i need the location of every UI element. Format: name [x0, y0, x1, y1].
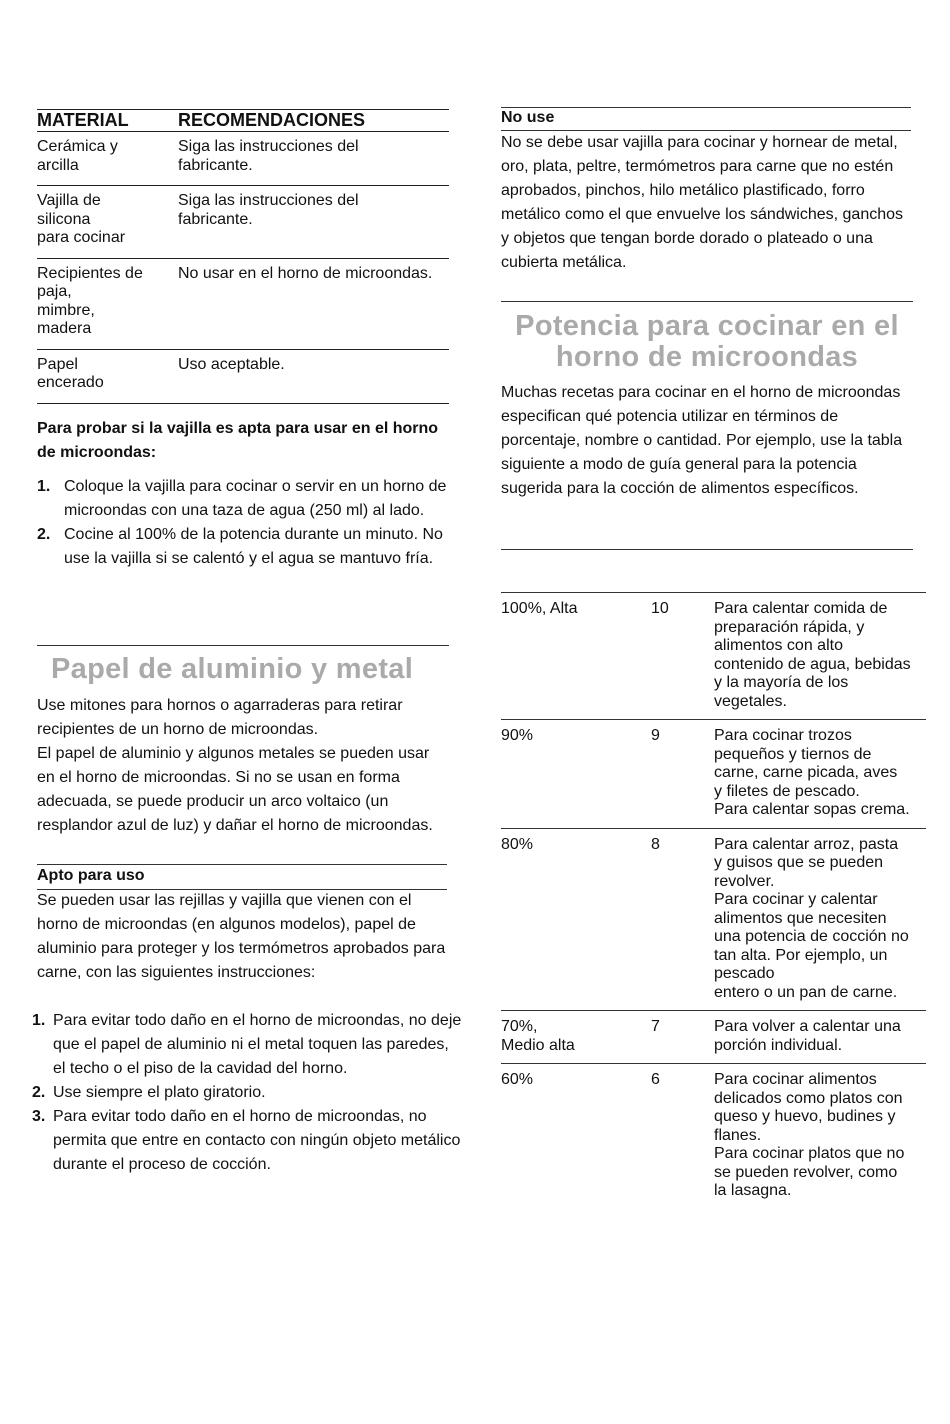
ok-text: Se pueden usar las rejillas y vajilla que vienen con el horno de microondas (en algunos modelos), papel de aluminio para proteger y los termómetros aprobados para carne, con las siguientes instrucciones: — [37, 892, 446, 981]
list-item — [32, 1105, 464, 1177]
power-use: Para cocinar alimentos delicados como platos con queso y huevo, budines y flanes. Para cocinar platos que no se pueden revolver, como la lasagna. — [714, 1071, 905, 1199]
power-percent: 60% — [501, 1071, 534, 1088]
step-text: Cocine al 100% de la potencia durante un minuto. No use la vajilla si se calentó y el agua se mantuvo fría. — [64, 526, 443, 567]
step-text: Para evitar todo daño en el horno de microondas, no permita que entre en contacto con ningún objeto metálico durante el proceso de cocción. — [53, 1108, 461, 1173]
ok-steps — [32, 1009, 464, 1177]
foil-section-title: Papel de aluminio y metal — [51, 653, 414, 685]
table-row — [501, 828, 926, 1011]
list-item — [32, 1009, 464, 1081]
power-percent: 80% — [501, 835, 534, 853]
table-row — [501, 720, 926, 829]
step-number: 1. — [32, 1012, 46, 1029]
power-percent: 70%, Medio alta — [501, 1018, 575, 1054]
power-section-title: Potencia para cocinar en el horno de microondas — [515, 310, 899, 373]
table-row — [37, 186, 449, 259]
table-row — [37, 349, 449, 403]
table-row — [37, 258, 449, 349]
test-steps — [37, 475, 449, 571]
step-text: Para evitar todo daño en el horno de microondas, no deje que el papel de aluminio ni el metal toquen las paredes, el techo o el piso de la cavidad del horno. — [53, 1012, 462, 1077]
section-divider — [37, 645, 449, 646]
power-level: 10 — [651, 600, 669, 617]
material-table — [37, 109, 449, 404]
table-row — [501, 1064, 926, 1209]
power-percent: 100%, Alta — [501, 600, 578, 617]
recommendation-cell: Siga las instrucciones del fabricante. — [178, 132, 449, 186]
recommendation-cell: Siga las instrucciones del fabricante. — [178, 186, 449, 259]
power-level: 7 — [651, 1018, 660, 1035]
power-level: 6 — [651, 1071, 660, 1088]
material-cell: Papel encerado — [37, 349, 178, 403]
step-number: 3. — [32, 1108, 46, 1125]
material-cell: Recipientes de paja, mimbre, madera — [37, 258, 178, 349]
power-table — [501, 592, 926, 1209]
table-row — [501, 593, 926, 720]
power-use: Para cocinar trozos pequeños y tiernos de carne, carne picada, aves y filetes de pescado. Para calentar sopas crema. — [714, 727, 910, 818]
power-use: Para volver a calentar una porción individual. — [714, 1018, 901, 1054]
no-use-text: No se debe usar vajilla para cocinar y hornear de metal, oro, plata, peltre, termómetros para carne que no estén aprobados, pinchos, hilo metálico plastificado, forro metálico como el que envuelve los sándwiches, ganchos y objetos que tengan borde dorado o plateado o una cubierta metálica. — [501, 134, 904, 271]
material-table-header — [37, 110, 449, 132]
step-number: 2. — [37, 526, 51, 543]
material-cell: Vajilla de silicona para cocinar — [37, 186, 178, 259]
power-percent: 90% — [501, 727, 534, 744]
step-number: 2. — [32, 1084, 46, 1101]
list-item — [32, 1081, 464, 1105]
recommendation-cell: No usar en el horno de microondas. — [178, 258, 449, 349]
list-item — [37, 523, 449, 571]
power-intro: Muchas recetas para cocinar en el horno de microondas especifican qué potencia utilizar en términos de porcentaje, nombre o cantidad. Por ejemplo, use la tabla siguiente a modo de guía general para la potencia sugerida para la cocción de alimentos específicos. — [501, 384, 903, 497]
step-text: Coloque la vajilla para cocinar o servir en un horno de microondas con una taza de agua (250 ml) al lado. — [64, 478, 447, 519]
foil-intro-2: El papel de aluminio y algunos metales se pueden usar en el horno de microondas. Si no se usan en forma adecuada, se puede producir un arco voltaico (un resplandor azul de luz) y dañar el horno de microondas. — [37, 745, 433, 834]
recommendation-cell: Uso aceptable. — [178, 349, 449, 403]
material-cell: Cerámica y arcilla — [37, 132, 178, 186]
recommendations-header: RECOMENDACIONES — [178, 110, 449, 132]
test-heading: Para probar si la vajilla es apta para usar en el horno de microondas: — [37, 420, 439, 461]
table-row — [37, 132, 449, 186]
power-level: 9 — [651, 727, 660, 744]
ok-heading: Apto para uso — [37, 867, 145, 884]
foil-intro-1: Use mitones para hornos o agarraderas para retirar recipientes de un horno de microondas. — [37, 697, 403, 738]
step-number: 1. — [37, 478, 51, 495]
power-use: Para calentar arroz, pasta y guisos que se pueden revolver. Para cocinar y calentar alimentos que necesiten una potencia de cocción no tan alta. Por ejemplo, un pescado entero o un pan de carne. — [714, 835, 909, 1001]
material-header: MATERIAL — [37, 110, 178, 132]
list-item — [37, 475, 449, 523]
power-use: Para calentar comida de preparación rápida, y alimentos con alto contenido de agua, bebidas y la mayoría de los vegetales. — [714, 600, 911, 710]
section-divider — [501, 301, 913, 302]
step-text: Use siempre el plato giratorio. — [53, 1084, 266, 1101]
power-level: 8 — [651, 835, 660, 853]
no-use-heading: No use — [501, 109, 555, 126]
section-divider — [501, 549, 913, 550]
table-row — [501, 1011, 926, 1064]
